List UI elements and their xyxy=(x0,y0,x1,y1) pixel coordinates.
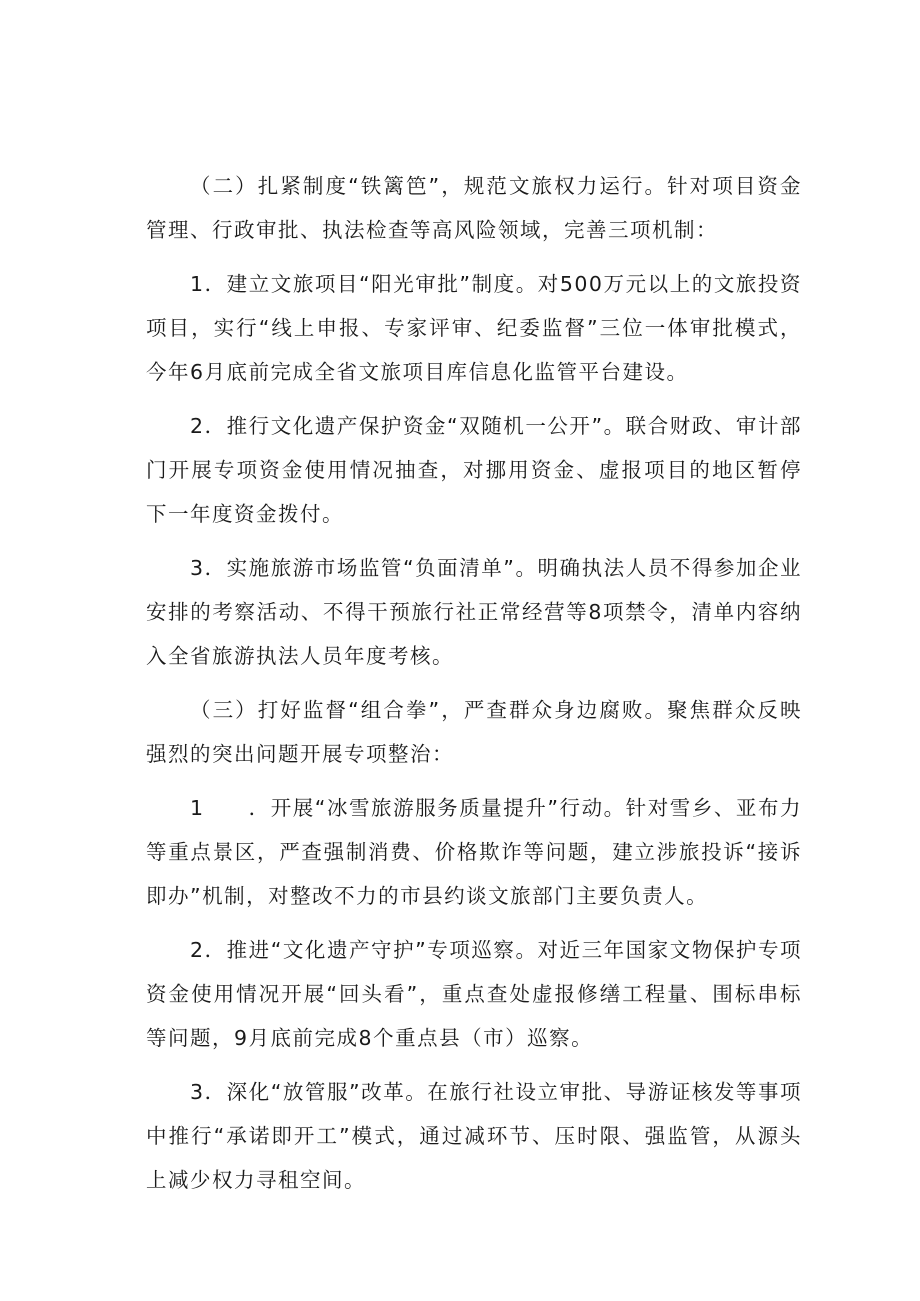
paragraph-item-2-1: 1．建立文旅项目“阳光审批”制度。对500万元以上的文旅投资项目，实行“线上申报、专家评审、纪委监督”三位一体审批模式，今年6月底前完成全省文旅项目库信息化监管平台建设。 xyxy=(146,272,802,384)
paragraph-item-3-1: 1 ．开展“冰雪旅游服务质量提升”行动。针对雪乡、亚布力等重点景区，严查强制消费、价格欺诈等问题，建立涉旅投诉“接诉即办”机制，对整改不力的市县约谈文旅部门主要负责人。 xyxy=(146,796,802,908)
paragraph-spacer xyxy=(146,1060,802,1070)
paragraph-spacer xyxy=(146,678,802,688)
paragraph-spacer xyxy=(146,536,802,546)
paragraph-item-2-3: 3．实施旅游市场监管“负面清单”。明确执法人员不得参加企业安排的考察活动、不得干预旅行社正常经营等8项禁令，清单内容纳入全省旅游执法人员年度考核。 xyxy=(146,556,802,668)
paragraph-spacer xyxy=(146,252,802,262)
paragraph-item-3-2: 2．推进“文化遗产守护”专项巡察。对近三年国家文物保护专项资金使用情况开展“回头看”，重点查处虚报修缮工程量、围标串标等问题，9月底前完成8个重点县（市）巡察。 xyxy=(146,938,802,1050)
paragraph-spacer xyxy=(146,918,802,928)
paragraph-section-3-heading: （三）打好监督“组合拳”，严查群众身边腐败。聚焦群众反映强烈的突出问题开展专项整治： xyxy=(146,698,802,766)
paragraph-item-2-2: 2．推行文化遗产保护资金“双随机一公开”。联合财政、审计部门开展专项资金使用情况抽查，对挪用资金、虚报项目的地区暂停下一年度资金拨付。 xyxy=(146,414,802,526)
document-body xyxy=(146,164,802,1202)
paragraph-spacer xyxy=(146,394,802,404)
paragraph-section-2-heading: （二）扎紧制度“铁篱笆”，规范文旅权力运行。针对项目资金管理、行政审批、执法检查等高风险领域，完善三项机制： xyxy=(146,174,802,242)
paragraph-spacer xyxy=(146,776,802,786)
paragraph-item-3-3: 3．深化“放管服”改革。在旅行社设立审批、导游证核发等事项中推行“承诺即开工”模式，通过减环节、压时限、强监管，从源头上减少权力寻租空间。 xyxy=(146,1080,802,1192)
